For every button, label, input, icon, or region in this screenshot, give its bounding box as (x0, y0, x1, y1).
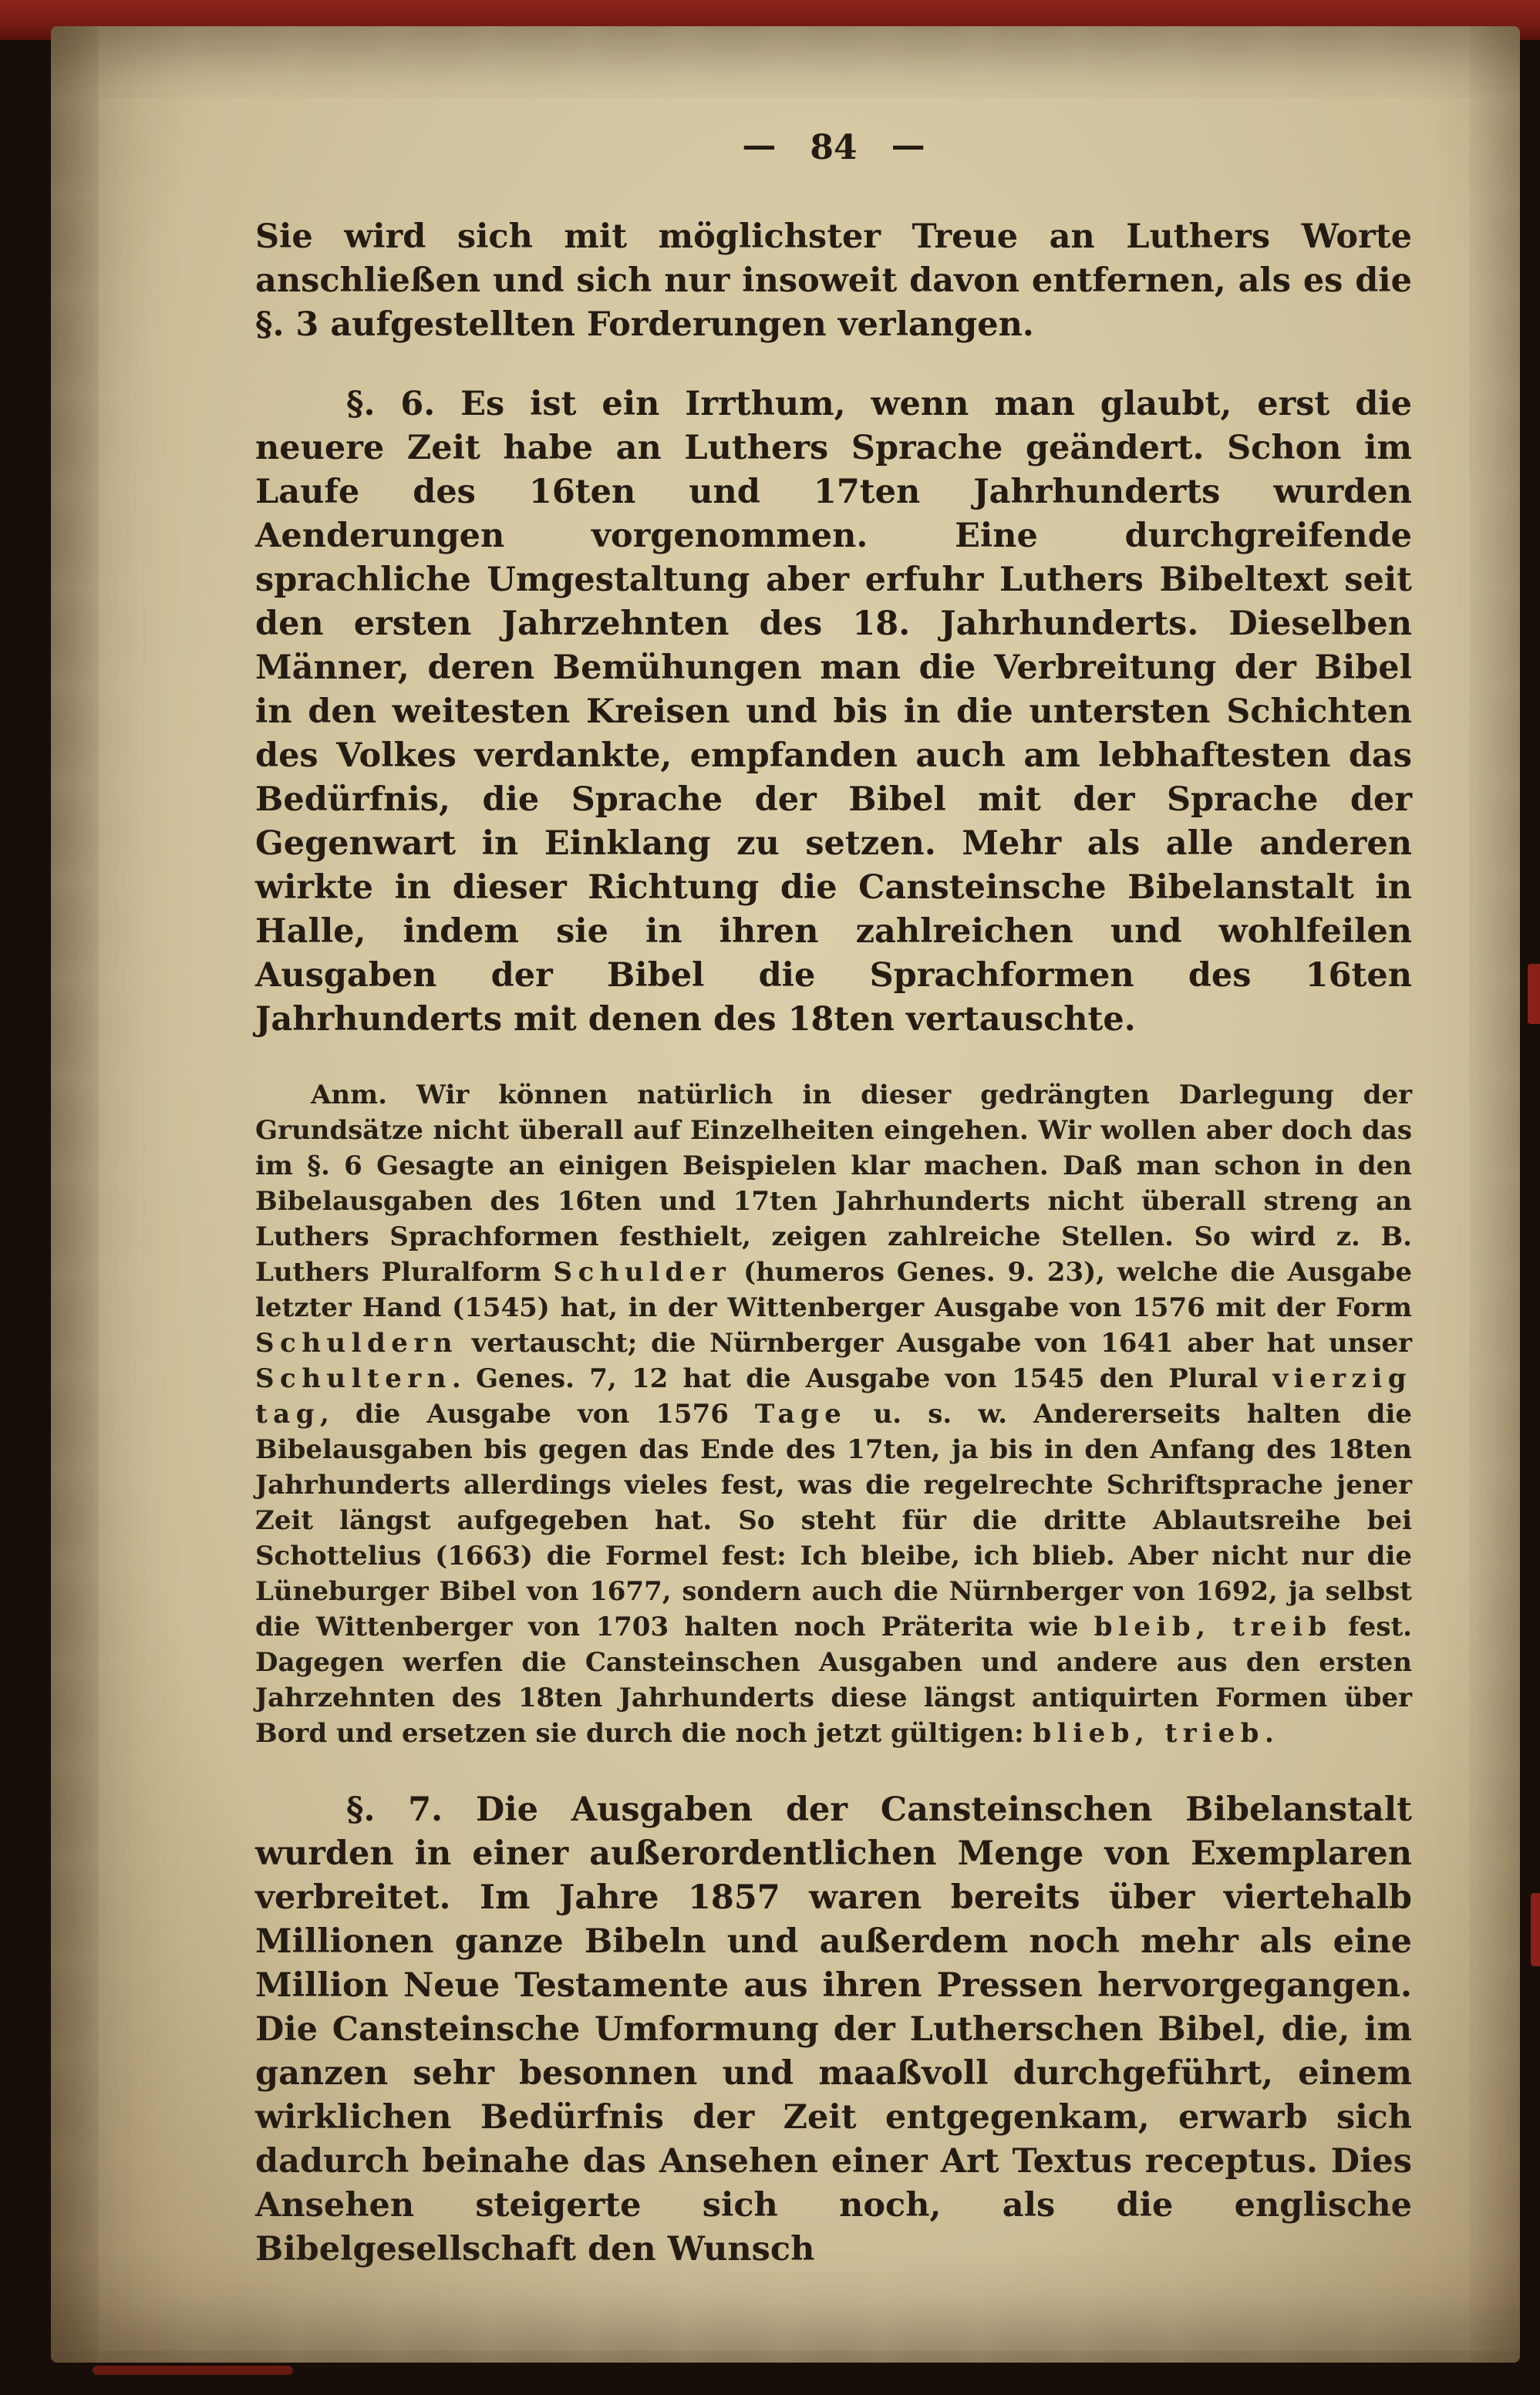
emphasized-spaced-text: Tage (755, 1399, 848, 1430)
emphasized-spaced-text: Schultern (255, 1363, 452, 1394)
emphasized-spaced-text: Schuldern (255, 1328, 458, 1359)
paragraph-continuation: Sie wird sich mit möglichster Treue an Luthers Worte anschließen und sich nur insoweit davon entfernen, als es die §. 3 aufgestellten Forderungen verlangen. (255, 217, 1412, 344)
page-header (255, 26, 1412, 167)
annotation-text: , die Ausgabe von 1576 (319, 1399, 756, 1430)
annotation-small-print (255, 1077, 1412, 1751)
annotation-text: fest. Dagegen werfen die Cansteinschen Ausgaben und andere aus den ersten Jahrzehnten des 18ten Jahrhunderts diese längst antiquirten Formen über Bord und ersetzen sie durch die noch jetzt gültigen: (255, 1612, 1413, 1749)
header-dash-right: — (891, 126, 925, 165)
book-cover-bottom-edge (93, 2366, 293, 2375)
emphasized-spaced-text: vierzig tag (255, 1363, 1412, 1430)
scan-artifact-red-right-upper (1528, 964, 1540, 1024)
annotation-text: . (1264, 1718, 1274, 1749)
emphasized-spaced-text: bleib, treib (1094, 1612, 1333, 1642)
header-dash-left: — (742, 126, 777, 165)
annotation-text: . Genes. 7, 12 hat die Ausgabe von 1545 den Plural (451, 1363, 1273, 1394)
emphasized-spaced-text: Schulder (553, 1257, 732, 1288)
scan-artifact-red-right-lower (1531, 1893, 1540, 1966)
text-block (255, 167, 1412, 2272)
paragraph-section-6: §. 6. Es ist ein Irrthum, wenn man glaubt, erst die neuere Zeit habe an Luthers Sprache geändert. Schon im Laufe des 16ten und 17ten Jahrhunderts wurden Aenderungen vorgenommen. Eine durchgreifende sprachliche Umgestaltung aber erfuhr Luthers Bibeltext seit den ersten Jahrzehnten des 18. Jahrhunderts. Dieselben Männer, deren Bemühungen man die Verbreitung der Bibel in den weitesten Kreisen und bis in die untersten Schichten des Volkes verdankte, empfanden auch am lebhaftesten das Bedürfnis, die Sprache der Bibel mit der Sprache der Gegenwart in Einklang zu setzen. Mehr als alle anderen wirkte in dieser Richtung die Cansteinsche Bibelanstalt in Halle, indem sie in ihren zahlreichen und wohlfeilen Ausgaben der Bibel die Sprachformen des 16ten Jahrhunderts mit denen des 18ten vertauschte. (255, 385, 1412, 1039)
annotation-text: (humeros Genes. 9. 23), welche die Ausgabe letzter Hand (1545) hat, in der Wittenberger Ausgabe von 1576 mit der Form (255, 1257, 1412, 1323)
emphasized-spaced-text: blieb, trieb (1033, 1718, 1265, 1749)
annotation-text: Anm. Wir können natürlich in dieser gedrängten Darlegung der Grundsätze nicht überall auf Einzelheiten eingehen. Wir wollen aber doch das im §. 6 Gesagte an einigen Beispielen klar machen. Daß man schon in den Bibelausgaben des 16ten und 17ten Jahrhunderts nicht überall streng an Luthers Sprachformen festhielt, zeigen zahlreiche Stellen. So wird z. B. Luthers Pluralform (255, 1080, 1412, 1288)
page-number: 84 (810, 128, 858, 167)
page-content (255, 26, 1412, 2272)
annotation-text: vertauscht; die Nürnberger Ausgabe von 1641 aber hat unser (457, 1328, 1412, 1359)
paragraph-section-7: §. 7. Die Ausgaben der Cansteinschen Bibelanstalt wurden in einer außerordentlichen Menge von Exemplaren verbreitet. Im Jahre 1857 waren bereits über viertehalb Millionen ganze Bibeln und außerdem noch mehr als eine Million Neue Testamente aus ihren Pressen hervorgegangen. Die Cansteinsche Umformung der Lutherschen Bibel, die, im ganzen sehr besonnen und maaßvoll durchgeführt, einem wirklichen Bedürfnis der Zeit entgegenkam, erwarb sich dadurch beinahe das Ansehen einer Art Textus receptus. Dies Ansehen steigerte sich noch, als die englische Bibelgesellschaft den Wunsch (255, 1790, 1412, 2269)
book-page (51, 26, 1520, 2363)
annotation-text: u. s. w. Andererseits halten die Bibelausgaben bis gegen das Ende des 17ten, ja bis in den Anfang des 18ten Jahrhunderts allerdings vieles fest, was die regelrechte Schriftsprache jener Zeit längst aufgegeben hat. So steht für die dritte Ablautsreihe bei Schottelius (1663) die Formel fest: Ich bleibe, ich blieb. Aber nicht nur die Lüneburger Bibel von 1677, sondern auch die Nürnberger von 1692, ja selbst die Wittenberger von 1703 halten noch Präterita wie (255, 1399, 1412, 1642)
